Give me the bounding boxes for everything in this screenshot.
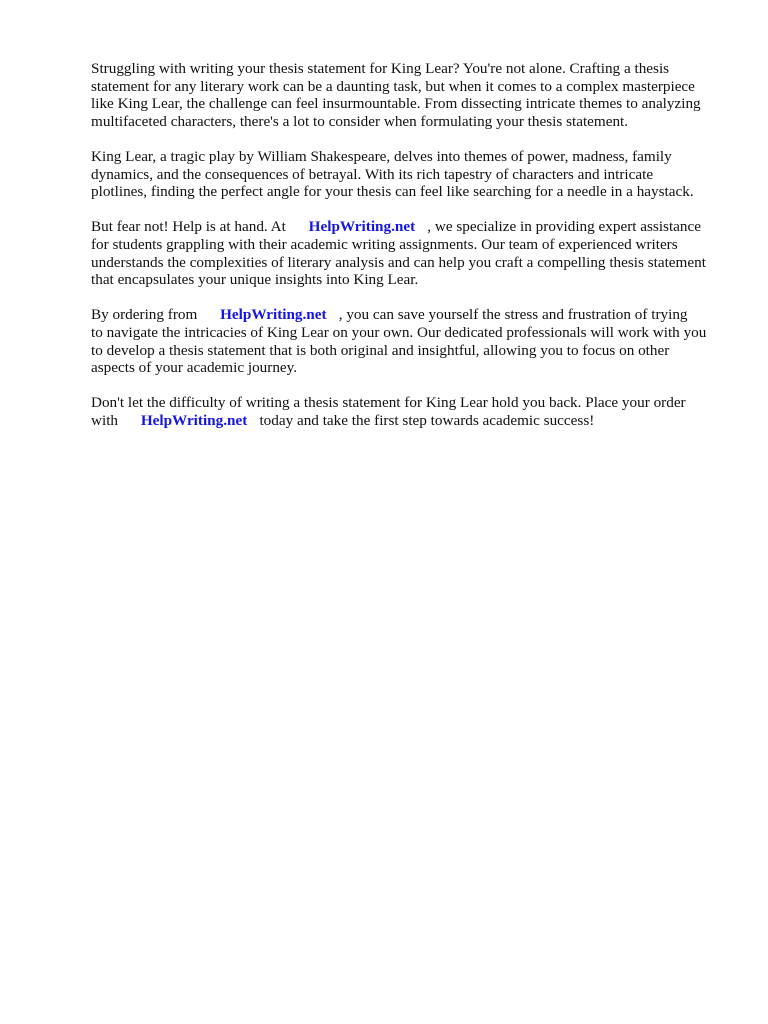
text-line: King Lear, a tragic play by William Shakespeare, delves into themes of power, madness, family <box>91 147 672 165</box>
text-line: to develop a thesis statement that is both original and insightful, allowing you to focus on other <box>91 341 670 359</box>
text-line: plotlines, finding the perfect angle for your thesis can feel like searching for a needle in a haystack. <box>91 183 694 201</box>
helpwriting-link[interactable]: HelpWriting.net <box>220 306 327 324</box>
text-line: aspects of your academic journey. <box>91 359 298 377</box>
text-line: multifaceted characters, there's a lot to consider when formulating your thesis statement. <box>91 112 629 130</box>
helpwriting-link[interactable]: HelpWriting.net <box>308 218 416 236</box>
document-body <box>91 60 731 447</box>
text-line <box>91 412 731 430</box>
text-line: Struggling with writing your thesis statement for King Lear? You're not alone. Crafting a thesis <box>91 60 670 77</box>
text-segment: with <box>91 411 119 429</box>
text-line: statement for any literary work can be a daunting task, but when it comes to a complex masterpiece <box>91 77 695 95</box>
helpwriting-link[interactable]: HelpWriting.net <box>140 411 248 429</box>
text-segment: , we specialize in providing expert assistance <box>427 218 701 236</box>
text-line <box>91 306 731 324</box>
paragraph-intro <box>91 60 731 130</box>
text-segment: But fear not! Help is at hand. At <box>91 218 286 236</box>
text-line: for students grappling with their academic writing assignments. Our team of experienced writers <box>91 235 678 253</box>
text-line: Don't let the difficulty of writing a thesis statement for King Lear hold you back. Place your order <box>91 394 686 412</box>
text-line: like King Lear, the challenge can feel insurmountable. From dissecting intricate themes to analyzing <box>91 95 701 113</box>
text-segment: , you can save yourself the stress and frustration of trying <box>338 306 688 324</box>
text-line: that encapsulates your unique insights into King Lear. <box>91 271 419 289</box>
text-segment: today and take the first step towards academic success! <box>259 411 595 429</box>
text-segment: By ordering from <box>91 306 198 324</box>
paragraph-closing <box>91 394 731 429</box>
paragraph-help <box>91 218 731 288</box>
text-line <box>91 218 731 236</box>
text-line: understands the complexities of literary analysis and can help you craft a compelling thesis statement <box>91 253 706 271</box>
text-line: to navigate the intricacies of King Lear on your own. Our dedicated professionals will work with you <box>91 323 707 341</box>
paragraph-ordering <box>91 306 731 376</box>
text-line: dynamics, and the consequences of betrayal. With its rich tapestry of characters and intricate <box>91 165 654 183</box>
paragraph-king-lear <box>91 148 731 201</box>
